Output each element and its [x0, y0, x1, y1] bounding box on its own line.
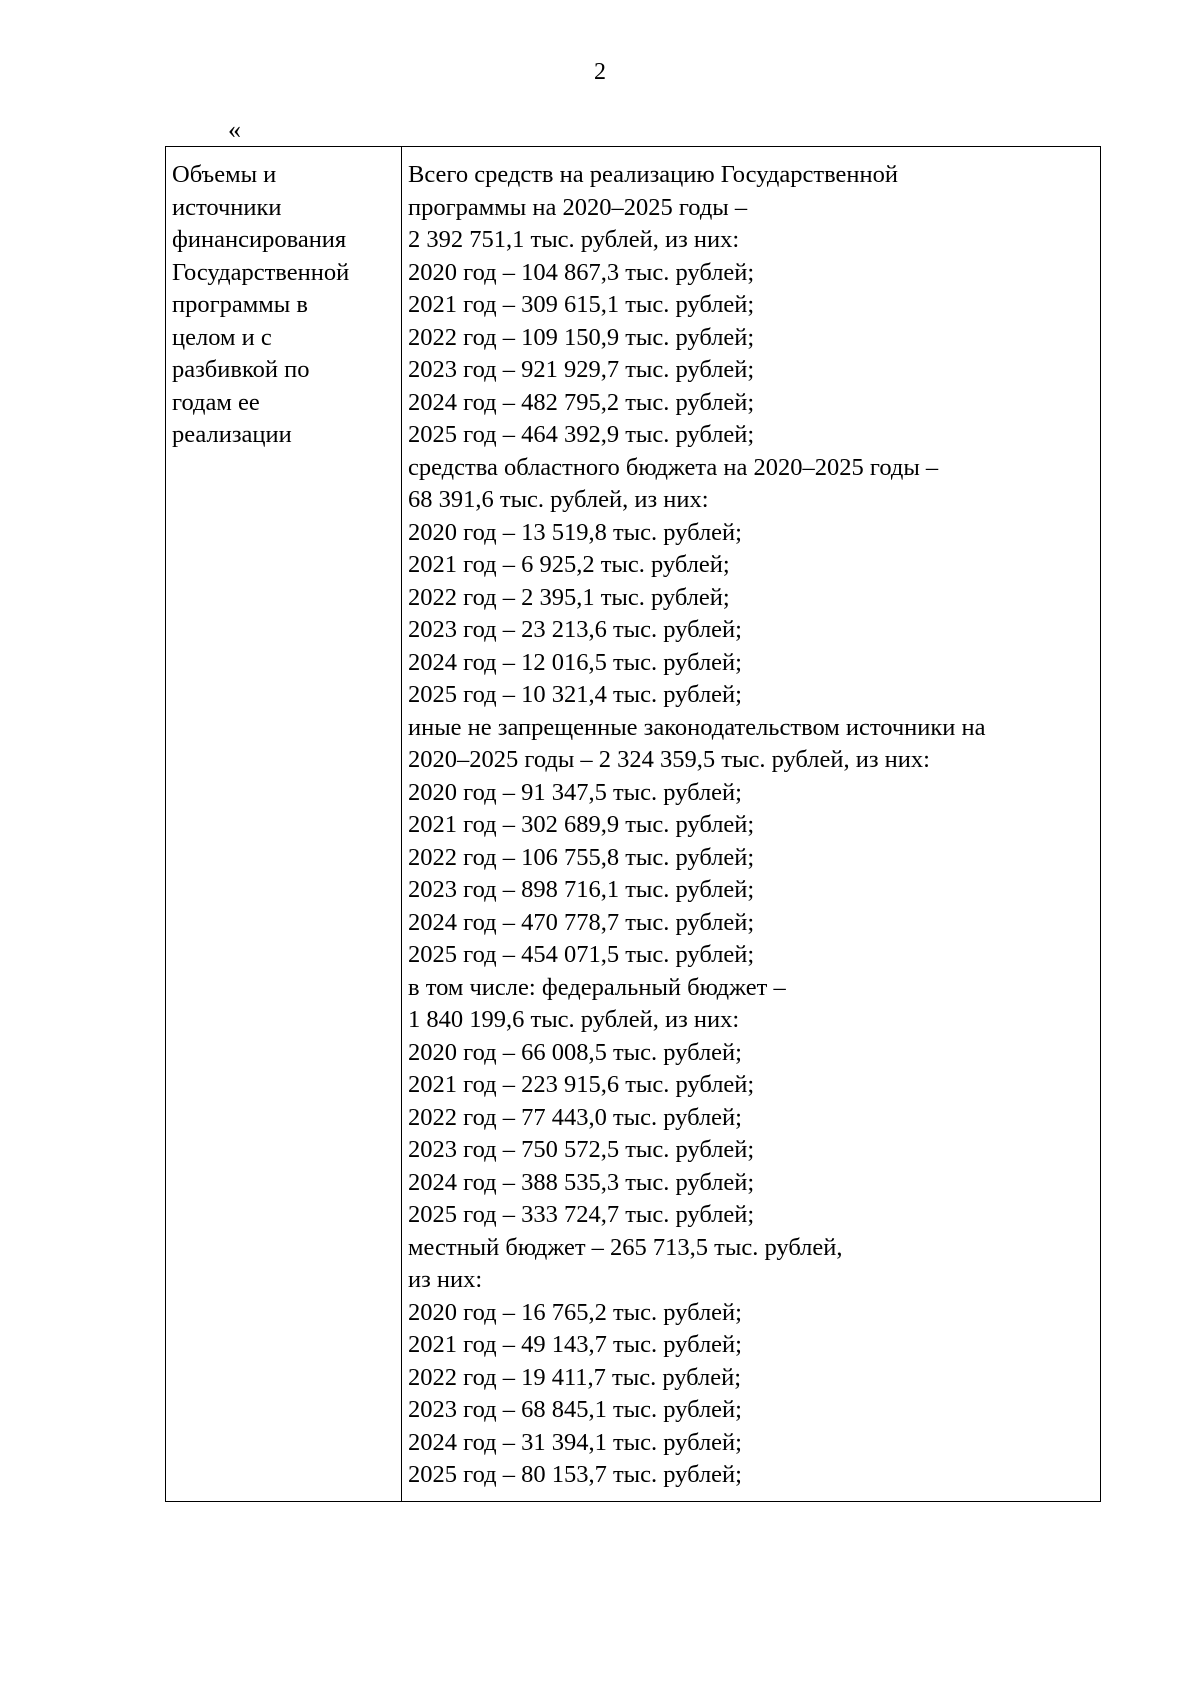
- financing-passport-table: [165, 146, 1101, 1502]
- financing-text-line: 2022 год – 19 411,7 тыс. рублей;: [408, 1363, 742, 1391]
- financing-text-line: 2022 год – 2 395,1 тыс. рублей;: [408, 583, 730, 611]
- financing-text-line: 2022 год – 106 755,8 тыс. рублей;: [408, 843, 755, 871]
- label-text-line: программы в: [172, 291, 308, 318]
- financing-text-line: 2024 год – 31 394,1 тыс. рублей;: [408, 1428, 742, 1456]
- financing-text-line: 2023 год – 898 716,1 тыс. рублей;: [408, 876, 755, 903]
- financing-text-line: 2020 год – 16 765,2 тыс. рублей;: [408, 1298, 742, 1326]
- label-text-line: источники: [172, 193, 282, 221]
- financing-text-line: 2024 год – 482 795,2 тыс. рублей;: [408, 388, 755, 416]
- financing-label-cell: [166, 147, 402, 1502]
- financing-text-line: 2025 год – 464 392,9 тыс. рублей;: [408, 421, 755, 448]
- financing-text-line: 2023 год – 921 929,7 тыс. рублей;: [408, 356, 755, 383]
- label-text-line: реализации: [172, 421, 292, 448]
- label-text-line: финансирования: [172, 226, 347, 253]
- opening-quote-mark: «: [228, 115, 241, 144]
- financing-text-line: 2020 год – 104 867,3 тыс. рублей;: [408, 258, 755, 286]
- financing-text-line: 1 840 199,6 тыс. рублей, из них:: [408, 1006, 740, 1033]
- page-number: 2: [594, 59, 606, 85]
- label-text-line: разбивкой по: [172, 356, 310, 383]
- financing-text-line: 2025 год – 454 071,5 тыс. рублей;: [408, 941, 755, 968]
- financing-text-line: 2023 год – 750 572,5 тыс. рублей;: [408, 1136, 755, 1163]
- financing-text-line: 2024 год – 12 016,5 тыс. рублей;: [408, 648, 742, 676]
- financing-text-line: 2023 год – 68 845,1 тыс. рублей;: [408, 1396, 742, 1423]
- financing-text-line: 2021 год – 309 615,1 тыс. рублей;: [408, 291, 755, 318]
- financing-text-line: Всего средств на реализацию Государственной: [408, 161, 898, 188]
- financing-text-line: 68 391,6 тыс. рублей, из них:: [408, 486, 709, 513]
- financing-text-line: 2025 год – 10 321,4 тыс. рублей;: [408, 681, 742, 708]
- financing-text-line: 2020–2025 годы – 2 324 359,5 тыс. рублей, из них:: [408, 746, 930, 773]
- financing-text-line: 2021 год – 302 689,9 тыс. рублей;: [408, 811, 755, 838]
- financing-text-line: иные не запрещенные законодательством источники на: [408, 713, 986, 741]
- financing-text-line: 2 392 751,1 тыс. рублей, из них:: [408, 226, 740, 253]
- financing-text-line: 2022 год – 109 150,9 тыс. рублей;: [408, 323, 755, 351]
- financing-text-line: 2024 год – 470 778,7 тыс. рублей;: [408, 908, 755, 936]
- financing-text-line: средства областного бюджета на 2020–2025 годы –: [408, 453, 939, 481]
- financing-details-cell: [402, 147, 1101, 1502]
- financing-text-line: 2021 год – 6 925,2 тыс. рублей;: [408, 551, 730, 578]
- financing-text-line: 2022 год – 77 443,0 тыс. рублей;: [408, 1103, 742, 1131]
- label-text-line: Объемы и: [172, 161, 277, 188]
- label-text-line: Государственной: [172, 258, 350, 286]
- financing-text-line: 2023 год – 23 213,6 тыс. рублей;: [408, 616, 742, 643]
- financing-text-line: 2021 год – 49 143,7 тыс. рублей;: [408, 1331, 742, 1358]
- financing-text-line: 2025 год – 80 153,7 тыс. рублей;: [408, 1461, 742, 1488]
- financing-text-line: из них:: [408, 1266, 483, 1293]
- label-text-line: годам ее: [172, 388, 260, 416]
- financing-text-line: 2024 год – 388 535,3 тыс. рублей;: [408, 1168, 755, 1196]
- financing-text-line: в том числе: федеральный бюджет –: [408, 973, 786, 1001]
- financing-text-line: местный бюджет – 265 713,5 тыс. рублей,: [408, 1233, 843, 1261]
- financing-text-line: 2021 год – 223 915,6 тыс. рублей;: [408, 1071, 755, 1098]
- financing-text-line: 2025 год – 333 724,7 тыс. рублей;: [408, 1201, 755, 1228]
- financing-text-line: 2020 год – 13 519,8 тыс. рублей;: [408, 518, 742, 546]
- table-row: [166, 147, 1101, 1502]
- financing-text-line: 2020 год – 66 008,5 тыс. рублей;: [408, 1038, 742, 1066]
- label-text-line: целом и с: [172, 323, 272, 351]
- financing-text-line: 2020 год – 91 347,5 тыс. рублей;: [408, 778, 742, 806]
- financing-text-line: программы на 2020–2025 годы –: [408, 193, 748, 221]
